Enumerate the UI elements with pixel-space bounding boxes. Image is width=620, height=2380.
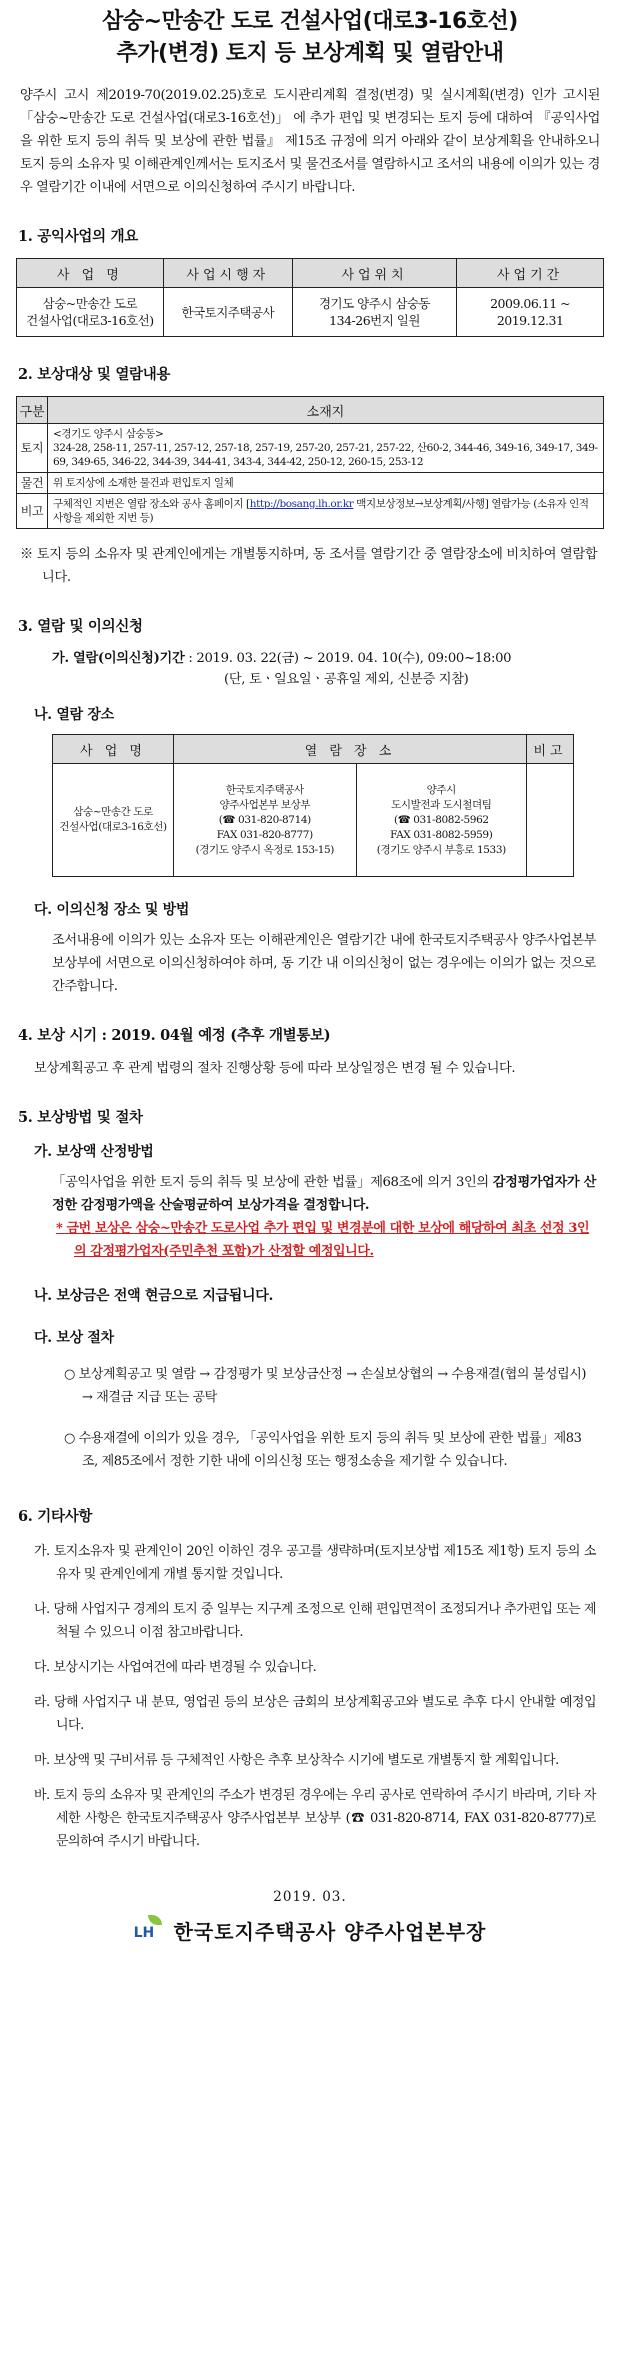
cell-project-name: 삼숭~만송간 도로 건설사업(대로3-16호선) [17, 288, 164, 337]
cash-payment-heading: 나. 보상금은 전액 현금으로 지급됩니다. [34, 1288, 274, 1304]
compensation-target-table [16, 396, 604, 529]
title-line-2: 추가(변경) 토지 등 보상계획 및 열람안내 [116, 41, 504, 66]
section-3-heading: 3. 열람 및 이의신청 [18, 618, 143, 635]
misc-item-da: 다. 보상시기는 사업여건에 따라 변경될 수 있습니다. [34, 1660, 317, 1675]
row-label-land: 토지 [17, 424, 48, 473]
row-label-remark: 비고 [17, 494, 48, 529]
row-label-goods: 물건 [17, 473, 48, 494]
cell-land-lots: <경기도 양주시 삼숭동> 324-28, 258-11, 257-11, 257-12, 257-18, 257-19, 257-20, 257-21, 257-22, 산60-2, 344-46, 349-16, 349-17, 349-69, 349-65, 346-22, 344-39, 344-41, 343-4, 344-42, 250-12, 260-15, 253-12 [48, 424, 604, 473]
misc-item-ra: 라. 당해 사업지구 내 분묘, 영업권 등의 보상은 금회의 보상계획공고와 별도로 추후 다시 안내할 예정입니다. [34, 1695, 596, 1733]
header-period: 사업기간 [457, 259, 604, 288]
cell-operator: 한국토지주택공사 [163, 288, 292, 337]
procedure-heading: 다. 보상 절차 [34, 1330, 114, 1346]
cell-inspection-remark [527, 764, 574, 877]
lh-logo-icon: LH [134, 1915, 168, 1945]
bosang-link[interactable]: http://bosang.lh.or.kr [249, 498, 354, 510]
header-location: 사업위치 [292, 259, 456, 288]
procedure-steps: ○ 보상계획공고 및 열람 → 감정평가 및 보상금산정 → 손실보상협의 → 수용재결(협의 불성립시) → 재결금 지급 또는 공탁 [64, 1367, 587, 1405]
valuation-text: 「공익사업을 위한 토지 등의 취득 및 보상에 관한 법률」제68조에 의거 3인의 감정평가업자가 산정한 감정평가액을 산술평균하여 보상가격을 결정합니다. [52, 1175, 596, 1213]
header-remark: 비고 [527, 735, 574, 764]
project-overview-table [16, 258, 604, 337]
footer [16, 1915, 604, 1945]
inspection-period-note: (단, 토ㆍ일요일ㆍ공휴일 제외, 신분증 지참) [224, 672, 469, 687]
header-operator: 사업시행자 [163, 259, 292, 288]
misc-item-na: 나. 당해 사업지구 경계의 토지 중 일부는 지구계 조정으로 인해 편입면적이 조정되거나 추가편입 또는 제척될 수 있으니 이점 참고바랍니다. [34, 1602, 596, 1640]
title-line-1: 삼숭~만송간 도로 건설사업(대로3-16호선) [102, 9, 518, 34]
valuation-heading: 가. 보상액 산정방법 [34, 1144, 154, 1160]
organization-name: 한국토지주택공사 양주사업본부장 [173, 1919, 487, 1944]
section-4-heading: 4. 보상 시기 : 2019. 04월 예정 (추후 개별통보) [18, 1027, 331, 1044]
cell-location: 경기도 양주시 삼숭동 134-26번지 일원 [292, 288, 456, 337]
notice-date: 2019. 03. [273, 1889, 347, 1905]
cell-lh-office: 한국토지주택공사 양주사업본부 보상부 (☎ 031-820-8714) FAX 031-820-8777) (경기도 양주시 옥정로 153-15) [174, 764, 357, 877]
section-4-text: 보상계획공고 후 관계 법령의 절차 진행상황 등에 따라 보상일정은 변경 될 수 있습니다. [34, 1061, 516, 1076]
header-project: 사 업 명 [53, 735, 174, 764]
section-2-heading: 2. 보상대상 및 열람내용 [18, 366, 171, 383]
cell-goods: 위 토지상에 소재한 물건과 편입토지 일체 [48, 473, 604, 494]
inspection-period: 가. 열람(이의신청)기간 : 2019. 03. 22(금) ~ 2019. 04. 10(수), 09:00~18:00 (단, 토ㆍ일요일ㆍ공휴일 제외, 신분증 지참) [52, 651, 512, 687]
cell-city-office: 양주시 도시발전과 도시철뎌팀 (☎ 031-8082-5962 FAX 031-8082-5959) (경기도 양주시 부흥로 1533) [356, 764, 526, 877]
inspection-place-heading: 나. 열람 장소 [34, 707, 114, 723]
notice-note: ※ 토지 등의 소유자 및 관계인에게는 개별통지하며, 동 조서를 열람기간 중 열람장소에 비치하여 열람합니다. [20, 547, 598, 585]
header-place: 열 람 장 소 [174, 735, 527, 764]
misc-item-ma: 마. 보상액 및 구비서류 등 구체적인 사항은 추후 보상착수 시기에 별도로 개별통지 할 계획입니다. [34, 1753, 559, 1768]
section-5-heading: 5. 보상방법 및 절차 [18, 1109, 143, 1126]
misc-item-ba: 바. 토지 등의 소유자 및 관계인의 주소가 변경된 경우에는 우리 공사로 연락하여 주시기 바라며, 기타 자세한 사항은 한국토지주택공사 양주사업본부 보상부 (☎ 031-820-8714, FAX 031-820-8777)로 문의하여 주시기 바랍니다. [34, 1788, 596, 1849]
objection-text: 조서내용에 이의가 있는 소유자 또는 이해관계인은 열람기간 내에 한국토지주택공사 양주사업본부 보상부에 서면으로 이의신청하여야 하며, 동 기간 내 이의신청이 없는 경우에는 이의가 없는 것으로 간주합니다. [52, 933, 596, 994]
objection-heading: 다. 이의신청 장소 및 방법 [34, 902, 190, 918]
appeal-text: ○ 수용재결에 이의가 있을 경우, 「공익사업을 위한 토지 등의 취득 및 보상에 관한 법률」제83조, 제85조에서 정한 기한 내에 이의신청 또는 행정소송을 제기할 수 있습니다. [64, 1431, 582, 1469]
intro-paragraph: 양주시 고시 제2019-70(2019.02.25)호로 도시관리계획 결정(변경) 및 실시계획(변경) 인가 고시된 「삼숭~만송간 도로 건설사업(대로3-16호선)」 에 추가 편입 및 변경되는 토지 등에 대하여 『공익사업을 위한 토지 등의 취득 및 보상에 관한 법률』 제15조 규정에 의거 아래와 같이 보상계획을 안내하오니 토지 등의 소유자 및 이해관계인께서는 토지조서 및 물건조서를 열람하시고 조서의 내용에 이의가 있는 경우 열람기간 이내에 서면으로 이의신청하여 주시기 바랍니다. [20, 88, 600, 195]
misc-item-ga: 가. 토지소유자 및 관계인이 20인 이하인 경우 공고를 생략하며(토지보상법 제15조 제1항) 토지 등의 소유자 및 관계인에게 개별 통지할 것입니다. [34, 1544, 596, 1582]
header-category: 구분 [17, 397, 48, 424]
cell-inspection-project: 삼숭~만송간 도로 건설사업(대로3-16호선) [53, 764, 174, 877]
header-project-name: 사 업 명 [17, 259, 164, 288]
section-6-heading: 6. 기타사항 [18, 1508, 93, 1525]
cell-remark: 구체적인 지번은 열람 장소와 공사 홈페이지 [http://bosang.lh.or.kr 맥지보상정보→보상계획/사행] 열람가능 (소유자 인적사항을 제외한 지번 등) [48, 494, 604, 529]
inspection-place-table [52, 734, 574, 877]
cell-period: 2009.06.11 ~ 2019.12.31 [457, 288, 604, 337]
header-address: 소재지 [48, 397, 604, 424]
section-1-heading: 1. 공익사업의 개요 [18, 228, 138, 245]
valuation-star-note: * 금번 보상은 삼숭~만송간 도로사업 추가 편입 및 변경분에 대한 보상에 해당하여 최초 선정 3인의 감정평가업자(주민추천 포함)가 산정할 예정입니다. [56, 1221, 590, 1259]
